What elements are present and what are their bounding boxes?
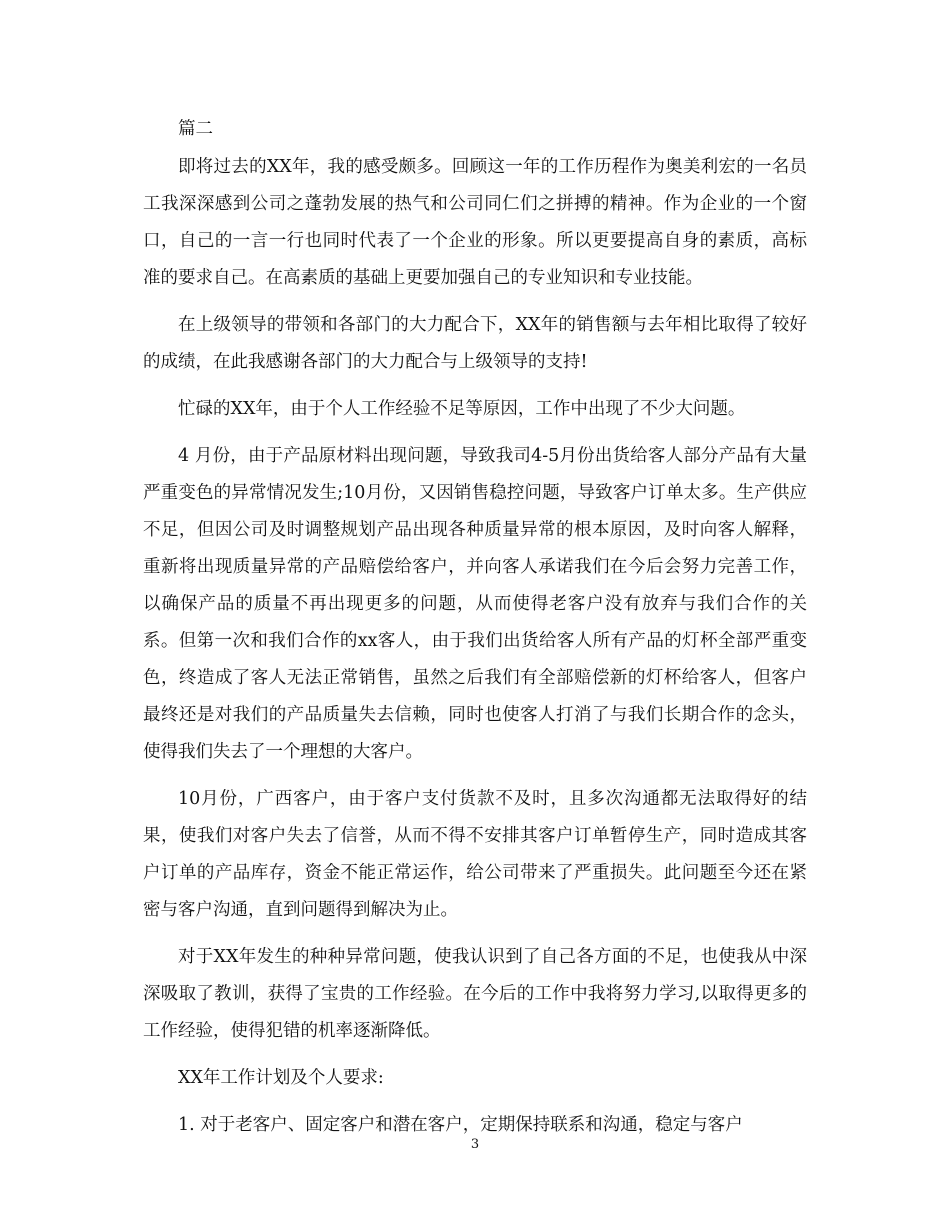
paragraph-1: 即将过去的XX年，我的感受颇多。回顾这一年的工作历程作为奥美利宏的一名员工我深深感到公司之蓬勃发展的热气和公司同仁们之拼搏的精神。作为企业的一个窗口，自己的一言一行也同时代表了一个企业的形象。所以更要提高自身的素质，高标准的要求自己。在高素质的基础上更要加强自己的专业知识和专业技能。 [143, 157, 807, 288]
document-body [143, 111, 807, 1154]
paragraph-6: 对于XX年发生的种种异常问题，使我认识到了自己各方面的不足，也使我从中深深吸取了教训，获得了宝贵的工作经验。在今后的工作中我将努力学习,以取得更多的工作经验，使得犯错的机率逐渐降低。 [143, 947, 807, 1041]
section-title: 篇二 [178, 119, 213, 139]
paragraph-8: 1. 对于老客户、固定客户和潜在客户，定期保持联系和沟通，稳定与客户 [178, 1115, 743, 1135]
page-number: 3 [470, 1137, 480, 1152]
paragraph-5: 10月份，广西客户，由于客户支付货款不及时，且多次沟通都无法取得好的结果，使我们对客户失去了信誉，从而不得不安排其客户订单暂停生产，同时造成其客户订单的产品库存，资金不能正常运作，给公司带来了严重损失。此问题至今还在紧密与客户沟通，直到问题得到解决为止。 [143, 789, 807, 920]
paragraph-2: 在上级领导的带领和各部门的大力配合下，XX年的销售额与去年相比取得了较好的成绩，在此我感谢各部门的大力配合与上级领导的支持! [143, 315, 807, 372]
paragraph-3: 忙碌的XX年，由于个人工作经验不足等原因，工作中出现了不少大问题。 [178, 399, 746, 419]
paragraph-7: XX年工作计划及个人要求: [178, 1068, 384, 1088]
paragraph-4: 4 月份，由于产品原材料出现问题，导致我司4-5月份出货给客人部分产品有大量严重变色的异常情况发生;10月份，又因销售稳控问题，导致客户订单太多。生产供应不足，但因公司及时调整规划产品出现各种质量异常的根本原因，及时向客人解释，重新将出现质量异常的产品赔偿给客户，并向客人承诺我们在今后会努力完善工作，以确保产品的质量不再出现更多的问题，从而使得老客户没有放弃与我们合作的关系。但第一次和我们合作的xx客人，由于我们出货给客人所有产品的灯杯全部严重变色，终造成了客人无法正常销售，虽然之后我们有全部赔偿新的灯杯给客人，但客户最终还是对我们的产品质量失去信赖，同时也使客人打消了与我们长期合作的念头，使得我们失去了一个理想的大客户。 [143, 446, 807, 762]
